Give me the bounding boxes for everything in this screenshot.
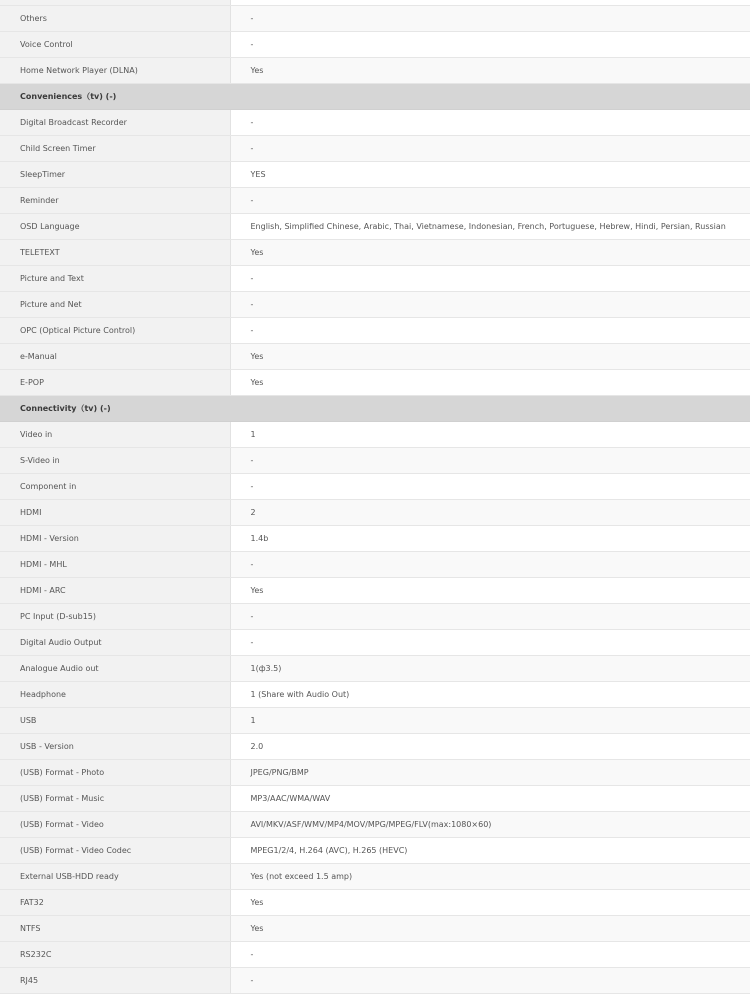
spec-label: Reminder [0, 188, 230, 214]
spec-value: - [230, 136, 750, 162]
spec-value: English, Simplified Chinese, Arabic, Thai, Vietnamese, Indonesian, French, Portuguese, Hebrew, Hindi, Persian, Russian [230, 214, 750, 240]
spec-value: - [230, 942, 750, 968]
spec-row [0, 526, 750, 552]
section-title: Connectivity（tv) (-) [0, 396, 750, 422]
section-title: Conveniences（tv) (-) [0, 84, 750, 110]
spec-row [0, 188, 750, 214]
spec-label: e-Manual [0, 344, 230, 370]
spec-value: Yes [230, 578, 750, 604]
spec-value: Yes (not exceed 1.5 amp) [230, 864, 750, 890]
spec-label: (USB) Format - Video Codec [0, 838, 230, 864]
spec-value: Yes [230, 344, 750, 370]
spec-value: JPEG/PNG/BMP [230, 760, 750, 786]
spec-row [0, 32, 750, 58]
spec-label: Headphone [0, 682, 230, 708]
spec-row [0, 968, 750, 994]
spec-label: USB [0, 708, 230, 734]
spec-value: - [230, 474, 750, 500]
spec-value: - [230, 266, 750, 292]
spec-value: - [230, 6, 750, 32]
spec-row [0, 240, 750, 266]
spec-label: HDMI - Version [0, 526, 230, 552]
section-header [0, 396, 750, 422]
spec-label: Child Screen Timer [0, 136, 230, 162]
spec-row [0, 292, 750, 318]
spec-value: - [230, 552, 750, 578]
spec-row [0, 552, 750, 578]
spec-label: (USB) Format - Photo [0, 760, 230, 786]
spec-row [0, 708, 750, 734]
spec-value: Yes [230, 240, 750, 266]
spec-value: 2.0 [230, 734, 750, 760]
spec-row [0, 110, 750, 136]
spec-row [0, 604, 750, 630]
spec-value: - [230, 188, 750, 214]
spec-row [0, 474, 750, 500]
spec-value: MPEG1/2/4, H.264 (AVC), H.265 (HEVC) [230, 838, 750, 864]
spec-row [0, 890, 750, 916]
spec-row [0, 6, 750, 32]
spec-label: Digital Broadcast Recorder [0, 110, 230, 136]
spec-value: YES [230, 162, 750, 188]
spec-label: Analogue Audio out [0, 656, 230, 682]
spec-label: HDMI - ARC [0, 578, 230, 604]
spec-value: - [230, 110, 750, 136]
spec-row [0, 58, 750, 84]
spec-label: OPC (Optical Picture Control) [0, 318, 230, 344]
spec-label: HDMI - MHL [0, 552, 230, 578]
spec-label: External USB-HDD ready [0, 864, 230, 890]
section-header [0, 84, 750, 110]
spec-label: RS232C [0, 942, 230, 968]
spec-value: AVI/MKV/ASF/WMV/MP4/MOV/MPG/MPEG/FLV(max:1080×60) [230, 812, 750, 838]
spec-label: Voice Control [0, 32, 230, 58]
spec-row [0, 500, 750, 526]
spec-value: MP3/AAC/WMA/WAV [230, 786, 750, 812]
spec-value: - [230, 604, 750, 630]
spec-label: Component in [0, 474, 230, 500]
spec-row [0, 838, 750, 864]
spec-label: PC Input (D-sub15) [0, 604, 230, 630]
spec-label: Video in [0, 422, 230, 448]
spec-row [0, 734, 750, 760]
spec-label: Picture and Text [0, 266, 230, 292]
spec-value: 1(ф3.5) [230, 656, 750, 682]
spec-row [0, 630, 750, 656]
spec-value: 1 (Share with Audio Out) [230, 682, 750, 708]
spec-row [0, 136, 750, 162]
spec-row [0, 864, 750, 890]
spec-label: NTFS [0, 916, 230, 942]
spec-value: - [230, 292, 750, 318]
spec-row [0, 916, 750, 942]
spec-value: 1.4b [230, 526, 750, 552]
spec-label: (USB) Format - Video [0, 812, 230, 838]
spec-value: - [230, 630, 750, 656]
spec-label: Digital Audio Output [0, 630, 230, 656]
spec-value: - [230, 968, 750, 994]
spec-row [0, 344, 750, 370]
spec-label: E-POP [0, 370, 230, 396]
spec-label: TELETEXT [0, 240, 230, 266]
spec-label: USB - Version [0, 734, 230, 760]
spec-value: - [230, 318, 750, 344]
spec-label: S-Video in [0, 448, 230, 474]
spec-value: Yes [230, 58, 750, 84]
spec-value: - [230, 448, 750, 474]
spec-value: 1 [230, 708, 750, 734]
spec-label: Home Network Player (DLNA) [0, 58, 230, 84]
spec-row [0, 812, 750, 838]
spec-row [0, 786, 750, 812]
spec-label: SleepTimer [0, 162, 230, 188]
spec-value: Yes [230, 916, 750, 942]
spec-label: FAT32 [0, 890, 230, 916]
spec-row [0, 266, 750, 292]
spec-row [0, 162, 750, 188]
spec-label: RJ45 [0, 968, 230, 994]
spec-value: 2 [230, 500, 750, 526]
spec-label: HDMI [0, 500, 230, 526]
spec-row [0, 760, 750, 786]
spec-label: Picture and Net [0, 292, 230, 318]
spec-value: Yes [230, 370, 750, 396]
spec-row [0, 656, 750, 682]
spec-row [0, 578, 750, 604]
spec-row [0, 214, 750, 240]
spec-label: OSD Language [0, 214, 230, 240]
spec-row [0, 370, 750, 396]
spec-row [0, 318, 750, 344]
spec-row [0, 448, 750, 474]
spec-value: - [230, 32, 750, 58]
spec-value: Yes [230, 890, 750, 916]
spec-row [0, 942, 750, 968]
spec-row [0, 422, 750, 448]
spec-value: 1 [230, 422, 750, 448]
spec-label: Others [0, 6, 230, 32]
spec-label: (USB) Format - Music [0, 786, 230, 812]
spec-row [0, 682, 750, 708]
